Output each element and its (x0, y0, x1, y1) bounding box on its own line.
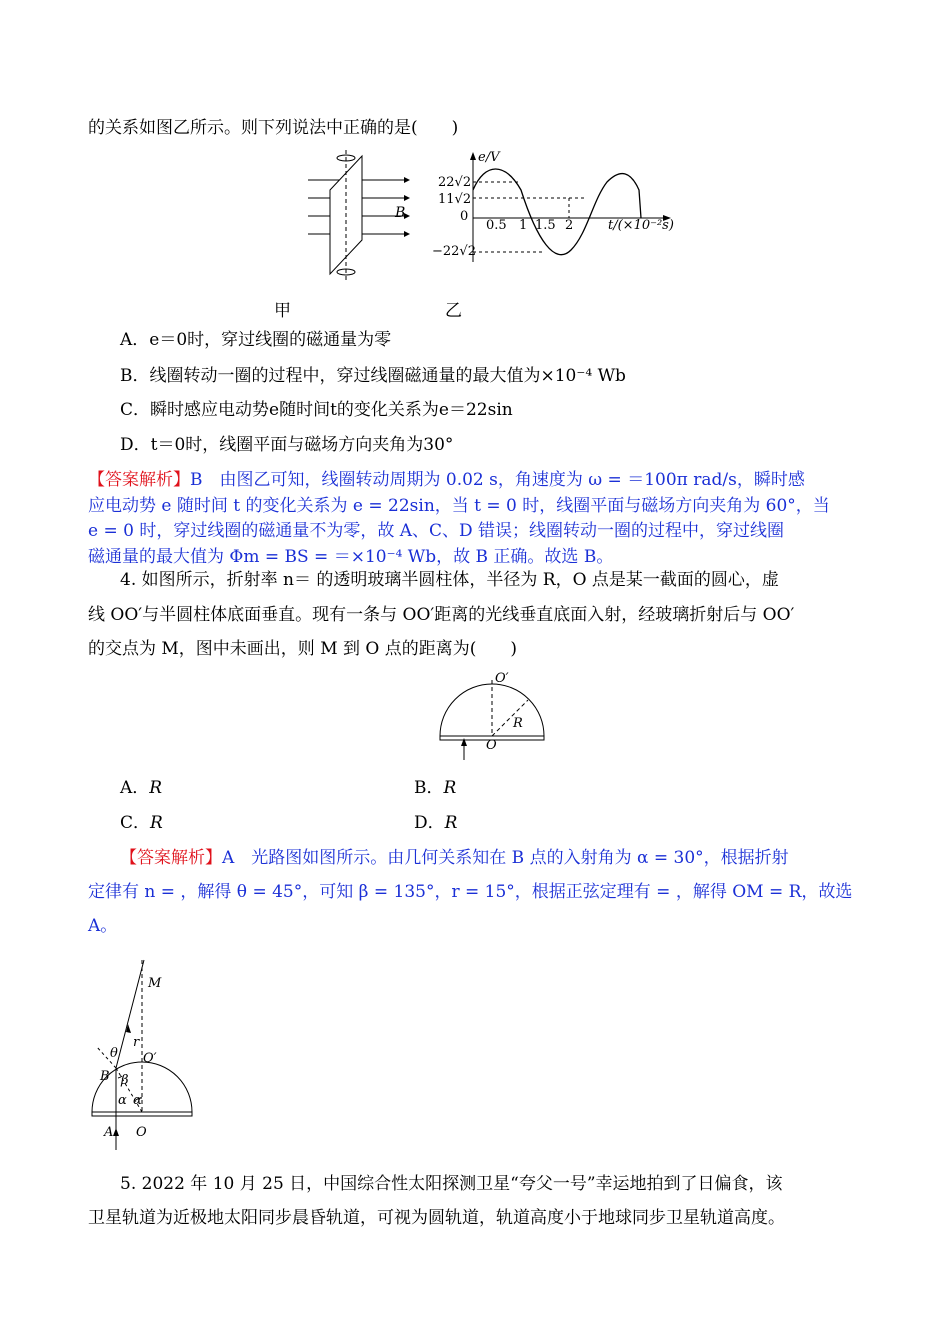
b-field-label: B (395, 205, 406, 221)
e-axis-label: e/V (478, 150, 500, 165)
x-tick-2: 1 (519, 218, 528, 233)
option-a: A．e＝0时，穿过线圈的磁通量为零 (120, 330, 392, 350)
fig5-beta: β (121, 1073, 129, 1088)
q4-answer-line-3: A。 (88, 916, 118, 936)
fig5-o: O (136, 1125, 147, 1140)
q3-answer-line-3: e = 0 时，穿过线圈的磁通量不为零，故 A、C、D 错误；线圈转动一圈的过程中，穿过线圈 (88, 521, 785, 541)
fig5-alpha-2: α (133, 1093, 142, 1108)
fig4-r: R (513, 716, 523, 731)
q4-option-c: C．R (120, 813, 163, 833)
y-tick-3: 0 (460, 209, 469, 224)
q5-line-2: 卫星轨道为近极地太阳同步晨昏轨道，可视为圆轨道，轨道高度小于地球同步卫星轨道高度。 (88, 1208, 785, 1228)
q3-answer-line-4: 磁通量的最大值为 Φm = BS = ＝×10⁻⁴ Wb，故 B 正确。故选 B。 (88, 547, 614, 567)
intro-line: 的关系如图乙所示。则下列说法中正确的是( ) (88, 118, 459, 138)
option-c: C．瞬时感应电动势e随时间t的变化关系为e＝22sin (120, 400, 513, 420)
fig5-a: A (104, 1125, 114, 1140)
q3-answer-line-2: 应电动势 e 随时间 t 的变化关系为 e = 22sin，当 t = 0 时，线圈平面与磁场方向夹角为 60°，当 (88, 496, 830, 516)
y-tick-1: 22√2 (438, 175, 472, 190)
option-d: D．t＝0时，线圈平面与磁场方向夹角为30° (120, 435, 454, 455)
option-b: B．线圈转动一圈的过程中，穿过线圈磁通量的最大值为×10⁻⁴ Wb (120, 366, 626, 386)
q4-option-d: D．R (414, 813, 458, 833)
fig5-alpha-1: α (118, 1093, 127, 1108)
q3-answer-line-1: 【答案解析】B 由图乙可知，线圈转动周期为 0.02 s，角速度为 ω = ＝100π rad/s，瞬时感 (88, 470, 805, 490)
q4-option-b: B．R (414, 778, 457, 798)
fig4-o: O (486, 738, 497, 753)
q4-answer-line-2: 定律有 n = ，解得 θ = 45°，可知 β = 135°，r = 15°，根据正弦定理有 = ，解得 OM = R，故选 (88, 882, 853, 902)
q4-answer-line-1: 【答案解析】A 光路图如图所示。由几何关系知在 B 点的入射角为 α = 30°，根据折射 (120, 848, 789, 868)
x-tick-1: 0.5 (486, 218, 507, 233)
x-tick-3: 1.5 (535, 218, 556, 233)
caption-jia: 甲 (274, 301, 291, 321)
t-axis-label: t/(×10⁻²s) (608, 218, 674, 233)
fig4-o-prime: O′ (495, 671, 509, 686)
fig5-b: B (100, 1069, 110, 1084)
fig5-r: r (133, 1035, 140, 1050)
x-tick-4: 2 (565, 218, 574, 233)
fig5-o-prime: O′ (143, 1051, 157, 1066)
q4-line-1: 4. 如图所示，折射率 n＝ 的透明玻璃半圆柱体，半径为 R，O 点是某一截面的圆心，虚 (120, 570, 779, 590)
fig5-m: M (148, 976, 162, 991)
caption-yi: 乙 (445, 301, 462, 321)
y-tick-4: −22√2 (432, 244, 476, 259)
y-tick-2: 11√2 (438, 192, 472, 207)
q4-line-3: 的交点为 M，图中未画出，则 M 到 O 点的距离为( ) (88, 639, 518, 659)
q4-line-2: 线 OO′与半圆柱体底面垂直。现有一条与 OO′距离的光线垂直底面入射，经玻璃折射后与 OO′ (88, 605, 795, 625)
fig5-theta: θ (110, 1046, 118, 1061)
q5-line-1: 5. 2022 年 10 月 25 日，中国综合性太阳探测卫星“夸父一号”幸运地拍到了日偏食，该 (120, 1174, 783, 1194)
q4-option-a: A．R (120, 778, 163, 798)
